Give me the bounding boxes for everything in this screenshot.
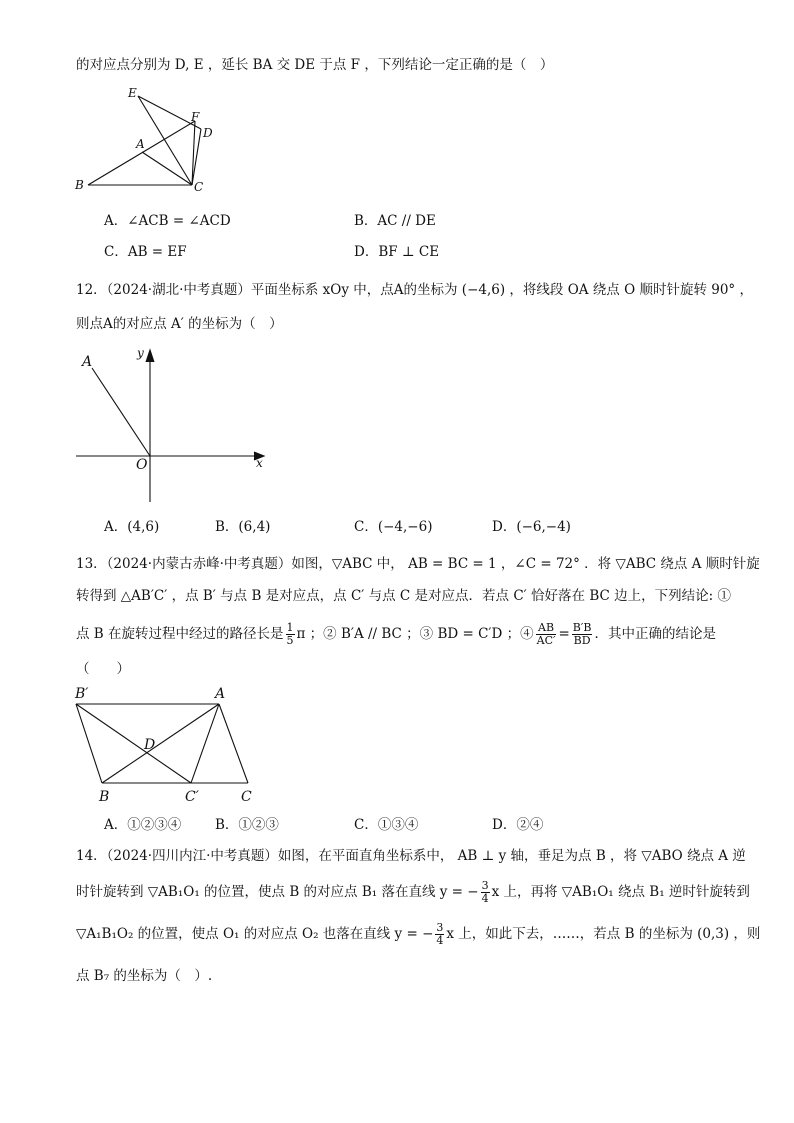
- q14-frac-b: [435, 922, 444, 947]
- frac-num: 3: [481, 879, 489, 892]
- q12-option-a[interactable]: A．(4,6): [104, 519, 160, 535]
- q13-frac2: [536, 622, 557, 647]
- q14-line2-text-a: 时针旋转到 ▽AB₁O₁ 的位置，使点 B 的对应点 B₁ 落在直线 y = −: [76, 884, 479, 900]
- q14-stem-line1: 14．（2024·四川内江·中考真题）如图，在平面直角坐标系中， AB ⊥ y 轴，垂足为点 B ，将 ▽ABO 绕点 A 逆: [76, 848, 746, 864]
- frac2-den: AC′: [536, 634, 556, 647]
- q14-line2-text-b: x 上，再将 ▽AB₁O₁ 绕点 B₁ 逆时针旋转到: [491, 884, 750, 900]
- q12-stem-line1: 12．（2024·湖北·中考真题）平面坐标系 xOy 中，点A的坐标为 (−4,6) ，将线段 OA 绕点 O 顺时针旋转 90° ，: [76, 282, 753, 298]
- frac2-num: AB: [536, 622, 557, 635]
- frac1-den: 5: [286, 634, 294, 647]
- q13-figure: [70, 682, 265, 807]
- frac-num: 3: [436, 921, 444, 934]
- label-B: B: [99, 789, 110, 805]
- frac1-num: 1: [286, 621, 294, 634]
- label-O: O: [136, 457, 148, 473]
- q13-eq: =: [558, 626, 570, 642]
- q14-line3-text-b: x 上，如此下去，……，若点 B 的坐标为 (0,3) ，则: [446, 926, 761, 942]
- q12-option-c[interactable]: C．(−4,−6): [354, 519, 433, 535]
- label-x: x: [256, 456, 263, 470]
- q11-option-c[interactable]: C．AB = EF: [104, 244, 187, 260]
- q14-stem-line3: [76, 918, 760, 950]
- q13-stem-line3: [76, 618, 716, 650]
- label-D: D: [203, 126, 213, 140]
- q13-stem-line1: 13．（2024·内蒙古赤峰·中考真题）如图，▽ABC 中， AB = BC = 1 ，∠C = 72° ．将 ▽ABC 绕点 A 顺时针旋: [76, 556, 760, 572]
- q12-option-d[interactable]: D．(−6,−4): [492, 519, 571, 535]
- q12-stem-line2: 则点A的对应点 A′ 的坐标为（ ）: [76, 316, 283, 332]
- label-A: A: [215, 686, 226, 702]
- frac3-num: B′B: [572, 621, 592, 634]
- q13-option-d[interactable]: D．②④: [492, 817, 544, 833]
- label-D: D: [144, 737, 156, 753]
- frac-den: 4: [481, 892, 489, 905]
- q13-option-c[interactable]: C．①③④: [354, 817, 419, 833]
- q13-frac1: [286, 622, 295, 647]
- label-A: A: [82, 354, 93, 370]
- label-B: B: [75, 178, 84, 192]
- q13-line3-text-a: 点 B 在旋转过程中经过的路径长是: [76, 626, 284, 642]
- q11-stem: 的对应点分别为 D, E ，延长 BA 交 DE 于点 F ，下列结论一定正确的是（ ）: [76, 57, 554, 73]
- frac-den: 4: [436, 934, 444, 947]
- q13-frac3: [572, 622, 593, 647]
- q13-stem-line4: （ ）: [76, 661, 130, 677]
- q11-option-d[interactable]: D．BF ⊥ CE: [354, 244, 440, 260]
- q11-figure: [70, 85, 230, 195]
- q12-figure: [70, 340, 275, 505]
- q14-stem-line2: [76, 876, 750, 908]
- label-A: A: [136, 137, 145, 151]
- q12-option-b[interactable]: B．(6,4): [215, 519, 271, 535]
- label-C-prime: C′: [185, 789, 199, 805]
- q14-frac-a: [481, 880, 490, 905]
- label-y: y: [137, 346, 144, 360]
- q14-stem-line4: 点 B₇ 的坐标为（ ）.: [76, 968, 213, 984]
- label-F: F: [191, 110, 200, 124]
- q13-line3-text-b: π ；② B′A // BC ；③ BD = C′D ；④: [296, 626, 534, 642]
- q13-line3-text-c: ．其中正确的结论是: [594, 626, 716, 642]
- q14-line3-text-a: ▽A₁B₁O₂ 的位置，使点 O₁ 的对应点 O₂ 也落在直线 y = −: [76, 926, 434, 942]
- q13-stem-line2: 转得到 △AB′C′ ，点 B′ 与点 B 是对应点，点 C′ 与点 C 是对应点．若点 C′ 恰好落在 BC 边上，下列结论: ①: [76, 588, 731, 604]
- label-B-prime: B′: [75, 686, 89, 702]
- label-E: E: [128, 86, 137, 100]
- q11-option-a[interactable]: A．∠ACB = ∠ACD: [104, 213, 231, 229]
- label-C: C: [241, 789, 252, 805]
- label-C: C: [194, 180, 204, 194]
- q13-option-b[interactable]: B．①②③: [215, 817, 279, 833]
- frac3-den: BD: [573, 634, 591, 647]
- q11-option-b[interactable]: B．AC // DE: [354, 213, 436, 229]
- q13-option-a[interactable]: A．①②③④: [104, 817, 182, 833]
